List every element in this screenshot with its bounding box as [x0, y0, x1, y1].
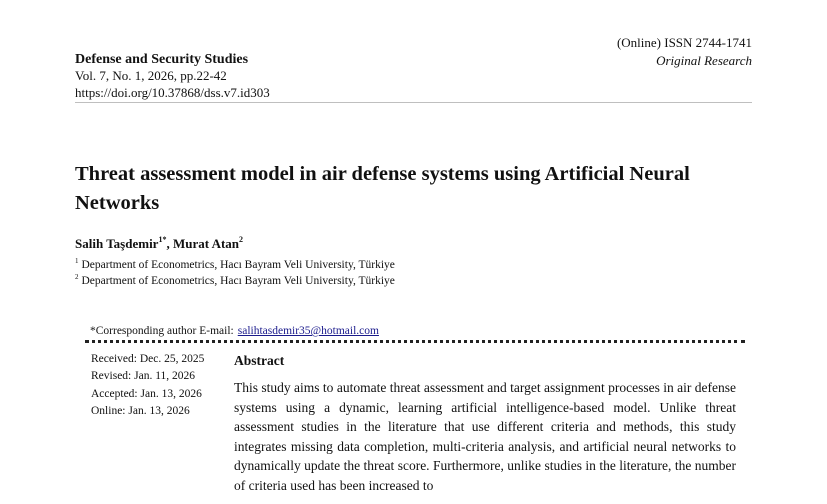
accepted-date: Accepted: Jan. 13, 2026	[91, 387, 202, 400]
doi-link[interactable]: https://doi.org/10.37868/dss.v7.id303	[75, 85, 270, 100]
abstract-heading: Abstract	[234, 353, 285, 368]
affiliation-number: 2	[75, 273, 79, 281]
author-separator: ,	[166, 236, 173, 251]
received-date: Received: Dec. 25, 2025	[91, 353, 205, 365]
online-date: Online: Jan. 13, 2026	[91, 404, 190, 417]
journal-name: Defense and Security Studies	[75, 52, 249, 67]
header-divider	[75, 102, 752, 103]
article-dates	[91, 351, 204, 420]
revised-date: Revised: Jan. 11, 2026	[91, 370, 196, 383]
author-list	[75, 236, 243, 252]
affiliation	[75, 274, 395, 288]
article-type: Original Research	[656, 53, 752, 68]
journal-volume-info: Vol. 7, No. 1, 2026, pp.22-42	[75, 68, 227, 83]
affiliation	[75, 258, 395, 272]
issn: (Online) ISSN 2744-1741	[616, 35, 752, 50]
email-link[interactable]: salihtasdemir35@hotmail.com	[237, 325, 379, 337]
corresponding-label: *Corresponding author E-mail:	[90, 325, 234, 337]
paper-title: Threat assessment model in air defense systems using Artificial Neural Networks	[75, 163, 690, 214]
corresponding-author	[90, 324, 379, 338]
author-superscript: 2	[239, 235, 244, 244]
author-name: Murat Atan	[172, 236, 240, 251]
affiliation-text: Department of Econometrics, Hacı Bayram Veli University, Türkiye	[81, 259, 395, 271]
affiliation-number: 1	[75, 257, 79, 265]
abstract-text: This study aims to automate threat assessment and target assignment processes in air defense systems using a dynamic, learning artificial intelligence-based model. Unlike threat assessment studies in the literature that use different criteria and methods, this study integrates missing data completion, multi-criteria analysis, and artificial neural networks to dynamically update the threat score. Furthermore, unlike studies in the literature, the number of criteria used has been increased to	[234, 380, 736, 493]
author-name: Salih Taşdemir	[75, 236, 159, 251]
affiliation-text: Department of Econometrics, Hacı Bayram Veli University, Türkiye	[81, 275, 395, 287]
dotted-divider	[85, 340, 745, 343]
author-superscript: 1*	[158, 235, 167, 244]
